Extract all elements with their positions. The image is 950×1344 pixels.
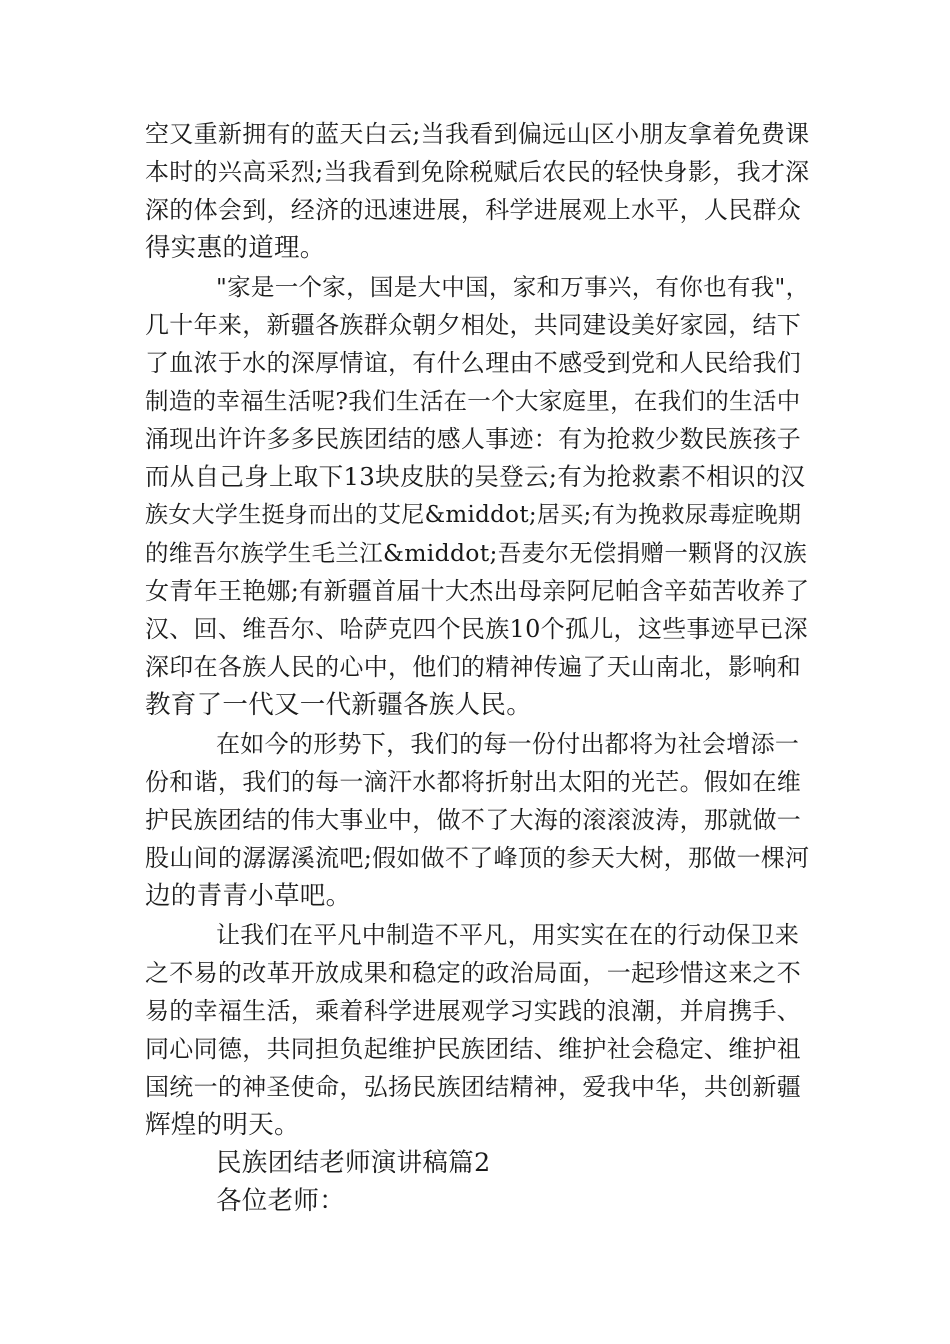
paragraph-4-line-3: 易的幸福生活，乘着科学进展观学习实践的浪潮，并肩携手、 (145, 997, 802, 1025)
paragraph-3-line-1: 在如今的形势下，我们的每一份付出都将为社会增添一 (216, 730, 800, 758)
paragraph-2-line-1: "家是一个家，国是大中国，家和万事兴，有你也有我"， (216, 273, 810, 301)
paragraph-4-line-1: 让我们在平凡中制造不平凡，用实实在在的行动保卫来 (216, 921, 800, 949)
paragraph-3-line-3: 护民族团结的伟大事业中，做不了大海的滚滚波涛，那就做一 (145, 806, 802, 834)
paragraph-3-line-2: 份和谐，我们的每一滴汗水都将折射出太阳的光芒。假如在维 (145, 768, 802, 796)
section-heading: 民族团结老师演讲稿篇2 (216, 1148, 491, 1178)
paragraph-2-line-11: 深印在各族人民的心中，他们的精神传遍了天山南北，影响和 (145, 653, 802, 681)
paragraph-4-line-4: 同心同德，共同担负起维护民族团结、维护社会稳定、维护祖 (145, 1035, 802, 1063)
paragraph-2-line-8: 的维吾尔族学生毛兰江&middot;吾麦尔无偿捐赠一颗肾的汉族 (145, 539, 808, 567)
paragraph-1-line-2: 本时的兴高采烈;当我看到免除税赋后农民的轻快身影，我才深 (145, 158, 810, 186)
paragraph-2-line-7: 族女大学生挺身而出的艾尼&middot;居买;有为挽救尿毒症晚期 (145, 502, 802, 528)
paragraph-2-line-3: 了血浓于水的深厚情谊，有什么理由不感受到党和人民给我们 (145, 349, 802, 377)
paragraph-2-line-12: 教育了一代又一代新疆各族人民。 (145, 690, 533, 720)
paragraph-3-line-4: 股山间的潺潺溪流吧;假如做不了峰顶的参天大树，那做一棵河 (145, 844, 810, 872)
paragraph-2-line-5: 涌现出许许多多民族团结的感人事迹：有为抢救少数民族孩子 (145, 425, 802, 453)
paragraph-2-line-9: 女青年王艳娜;有新疆首届十大杰出母亲阿尼帕含辛茹苦收养了 (145, 577, 810, 605)
salutation: 各位老师： (216, 1186, 346, 1216)
paragraph-4-line-5: 国统一的神圣使命，弘扬民族团结精神，爱我中华，共创新疆 (145, 1073, 802, 1101)
paragraph-2-line-2: 几十年来，新疆各族群众朝夕相处，共同建设美好家园，结下 (145, 311, 802, 339)
paragraph-3-line-5: 边的青青小草吧。 (145, 881, 352, 911)
paragraph-4-line-2: 之不易的改革开放成果和稳定的政治局面，一起珍惜这来之不 (145, 959, 802, 987)
paragraph-1-line-4: 得实惠的道理。 (145, 233, 326, 263)
paragraph-1-line-3: 深的体会到，经济的迅速进展，科学进展观上水平，人民群众 (145, 196, 802, 224)
paragraph-1-line-1: 空又重新拥有的蓝天白云;当我看到偏远山区小朋友拿着免费课 (145, 120, 810, 148)
paragraph-2-line-4: 制造的幸福生活呢?我们生活在一个大家庭里，在我们的生活中 (145, 387, 801, 415)
paragraph-4-line-6: 辉煌的明天。 (145, 1110, 300, 1140)
paragraph-2-line-10: 汉、回、维吾尔、哈萨克四个民族10个孤儿，这些事迹早已深 (145, 615, 808, 643)
paragraph-2-line-6: 而从自己身上取下13块皮肤的吴登云;有为抢救素不相识的汉 (145, 462, 806, 491)
